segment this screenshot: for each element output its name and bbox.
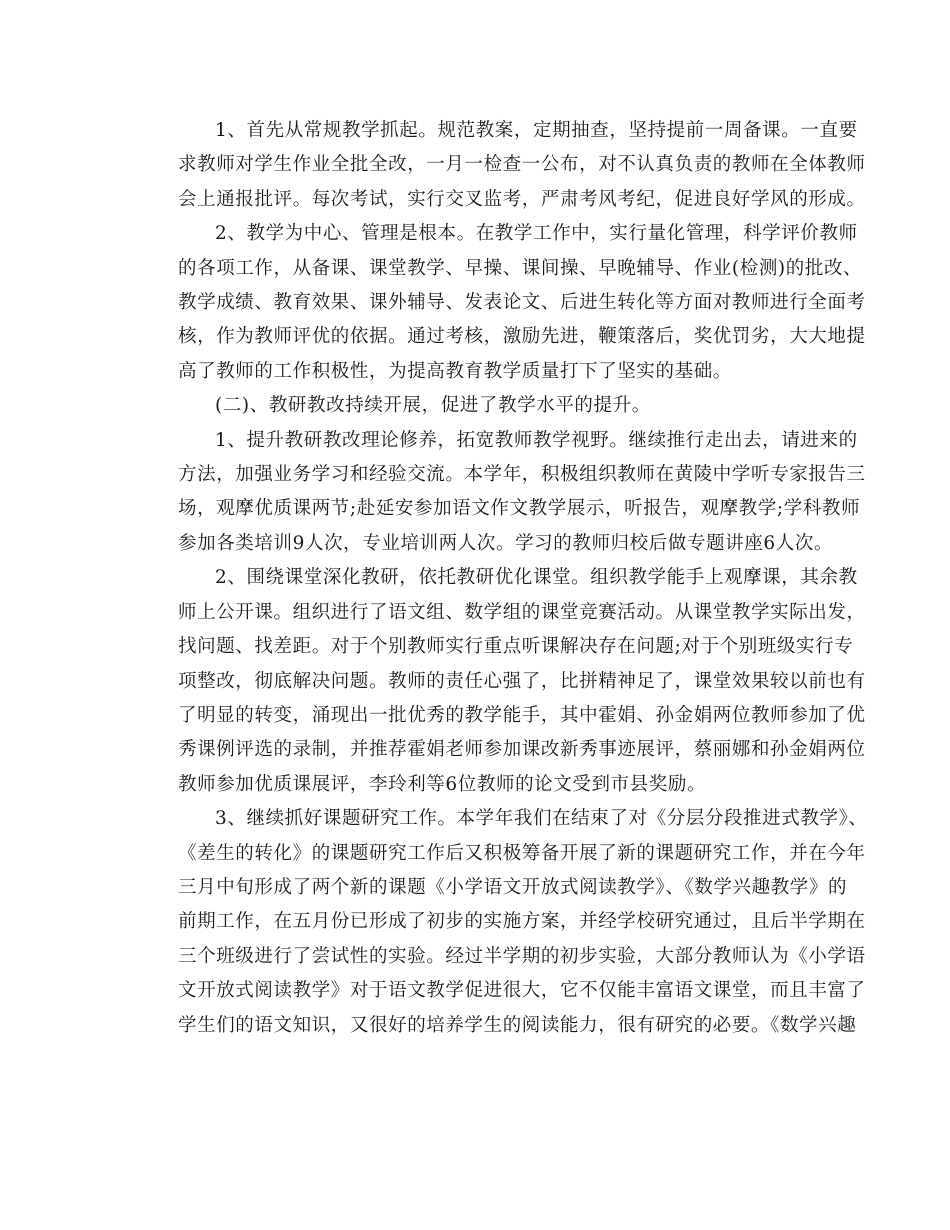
section-heading-teaching-research [141, 389, 811, 423]
text-line: 三个班级进行了尝试性的实验。经过半学期的初步实验，大部分教师认为《小学语 [178, 945, 866, 967]
text-line: (二)、教研教改持续开展，促进了教学水平的提升。 [215, 395, 651, 417]
text-line: 项整改，彻底解决问题。教师的责任心强了，比拼精神足了，课堂效果较以前也有 [178, 670, 866, 692]
text-line: 教学成绩、教育效果、课外辅导、发表论文、后进生转化等方面对教师进行全面考 [178, 292, 866, 314]
text-line: 2、教学为中心、管理是根本。在教学工作中，实行量化管理，科学评价教师 [215, 223, 858, 245]
text-line: 1、提升教研教改理论修养，拓宽教师教学视野。继续推行走出去，请进来的 [215, 429, 858, 451]
paragraph-theory-cultivation [141, 424, 866, 562]
text-line: 三月中旬形成了两个新的课题《小学语文开放式阅读教学》、《数学兴趣教学》的 [178, 876, 848, 898]
text-line: 的各项工作，从备课、课堂教学、早操、课间操、早晚辅导、作业(检测)的批改、 [178, 257, 863, 279]
text-line: 参加各类培训9人次，专业培训两人次。学习的教师归校后做专题讲座6人次。 [178, 532, 834, 554]
text-line: 秀课例评选的录制，并推荐霍娟老师参加课改新秀事迹展评，蔡丽娜和孙金娟两位 [178, 739, 866, 761]
text-line: 求教师对学生作业全批全改，一月一检查一公布，对不认真负责的教师在全体教师 [178, 154, 866, 176]
text-line: 场，观摩优质课两节;赴延安参加语文作文教学展示，听报告，观摩教学;学科教师 [178, 498, 861, 520]
text-line: 文开放式阅读教学》对于语文教学促进很大，它不仅能丰富语文课堂，而且丰富了 [178, 980, 866, 1002]
paragraph-routine-teaching [141, 114, 866, 217]
text-line: 2、围绕课堂深化教研，依托教研优化课堂。组织教学能手上观摩课，其余教 [215, 567, 858, 589]
text-line: 方法，加强业务学习和经验交流。本学年，积极组织教师在黄陵中学听专家报告三 [178, 464, 866, 486]
text-line: 找问题、找差距。对于个别教师实行重点听课解决存在问题;对于个别班级实行专 [178, 636, 854, 658]
paragraph-classroom-research [141, 561, 866, 802]
text-line: 了明显的转变，涌现出一批优秀的教学能手，其中霍娟、孙金娟两位教师参加了优 [178, 704, 866, 726]
paragraph-topic-research [141, 802, 868, 1043]
text-line: 会上通报批评。每次考试，实行交叉监考，严肃考风考纪，促进良好学风的形成。 [178, 188, 866, 210]
text-line: 《差生的转化》的课题研究工作后又积极筹备开展了新的课题研究工作，并在今年 [178, 842, 866, 864]
paragraph-teaching-management [141, 217, 866, 389]
text-line: 高了教师的工作积极性，为提高教育教学质量打下了坚实的基础。 [178, 360, 732, 382]
text-line: 师上公开课。组织进行了语文组、数学组的课堂竞赛活动。从课堂教学实际出发， [178, 601, 866, 623]
text-line: 核，作为教师评优的依据。通过考核，激励先进，鞭策落后，奖优罚劣，大大地提 [178, 326, 866, 348]
text-line: 教师参加优质课展评，李玲利等6位教师的论文受到市县奖励。 [178, 773, 707, 795]
document-body [141, 114, 868, 1043]
text-line: 3、继续抓好课题研究工作。本学年我们在结束了对《分层分段推进式教学》、 [215, 808, 868, 830]
text-line: 前期工作，在五月份已形成了初步的实施方案，并经学校研究通过，且后半学期在 [178, 911, 866, 933]
text-line: 1、首先从常规教学抓起。规范教案，定期抽查，坚持提前一周备课。一直要 [215, 120, 858, 141]
text-line: 学生们的语文知识，又很好的培养学生的阅读能力，很有研究的必要。《数学兴趣 [178, 1014, 857, 1036]
